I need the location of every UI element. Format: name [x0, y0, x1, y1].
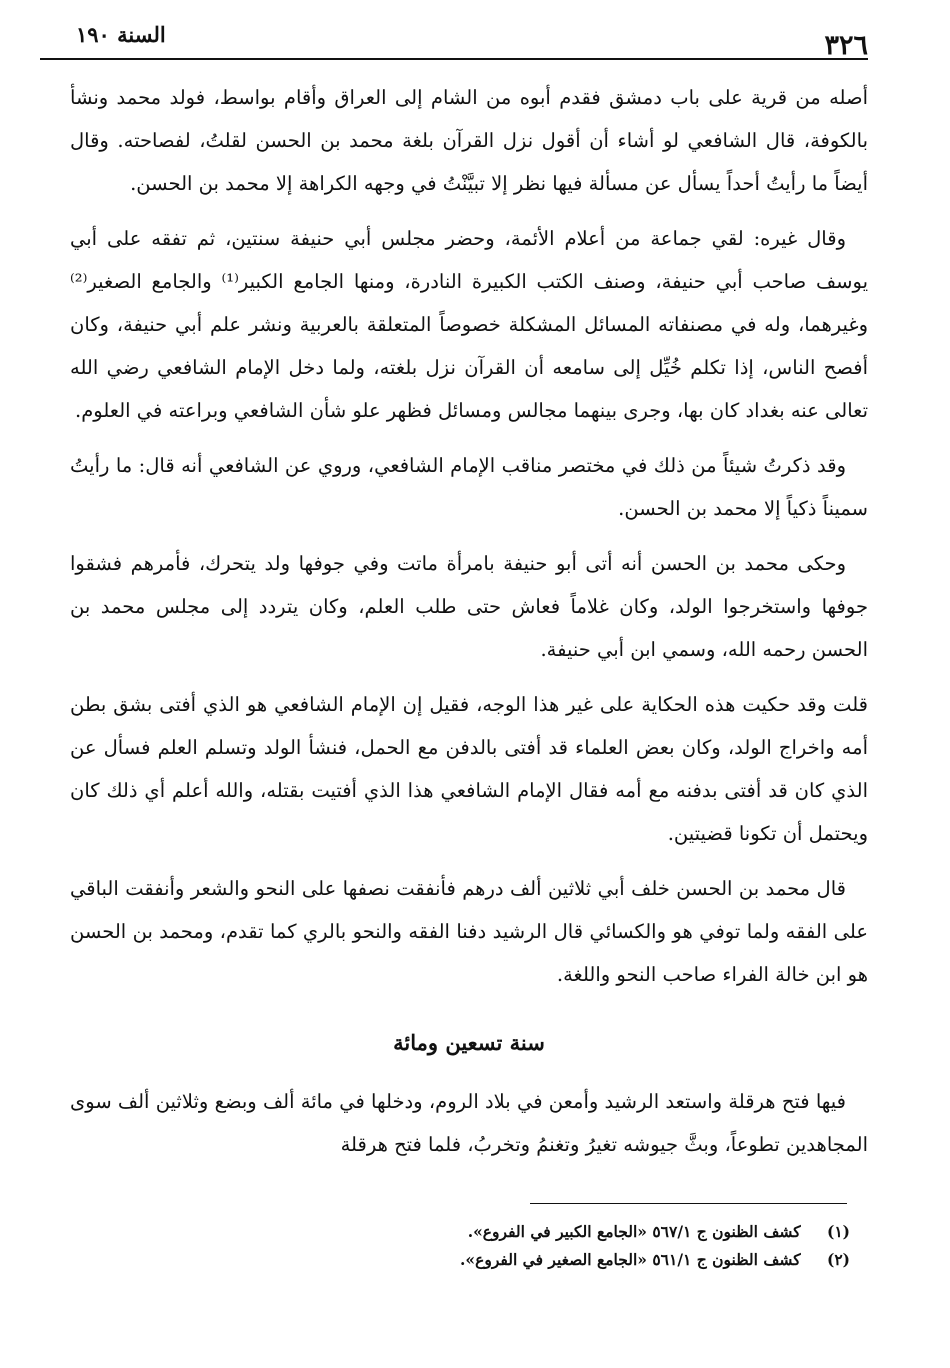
- paragraph: وقال غيره: لقي جماعة من أعلام الأئمة، وحضر مجلس أبي حنيفة سنتين، ثم تفقه على أبي يوسف صاحب أبي حنيفة، وصنف الكتب الكبيرة النادرة، ومنها الجامع الكبير⁽¹⁾ والجامع الصغير⁽²⁾ وغيرهما، وله في مصنفاته المسائل المشكلة خصوصاً المتعلقة بالعربية ونشر علم أبي حنيفة، وكان أفصح الناس، إذا تكلم خُيِّل إلى سامعه أن القرآن نزل بلغته، ولما دخل الإمام الشافعي رضي الله تعالى عنه بغداد كان بها، وجرى بينهما مجالس ومسائل فظهر علو شأن الشافعي وبراعته في العلوم.: [70, 227, 868, 422]
- paragraph: وحكى محمد بن الحسن أنه أتى أبو حنيفة بامرأة ماتت وفي جوفها ولد يتحرك، فأمرهم فشقوا جوفها واستخرجوا الولد، وكان غلاماً فعاش حتى طلب العلم، وكان يتردد إلى مجلس محمد بن الحسن رحمه الله، وسمي ابن أبي حنيفة.: [70, 552, 868, 661]
- paragraph: فيها فتح هرقلة واستعد الرشيد وأمعن في بلاد الروم، ودخلها في مائة ألف وبضع وثلاثين ألف سوى المجاهدين تطوعاً، وبثَّ جيوشه تغيرُ وتغنمُ وتخربُ، فلما فتح هرقلة: [70, 1090, 868, 1156]
- footnote-number: (١): [826, 1222, 850, 1241]
- footnote-text: كشف الظنون ج ٥٦١/١ «الجامع الصغير في الفروع».: [460, 1250, 801, 1269]
- paragraph: أصله من قرية على باب دمشق فقدم أبوه من الشام إلى العراق وأقام بواسط، فولد محمد ونشأ بالكوفة، قال الشافعي لو أشاء أن أقول نزل القرآن بلغة محمد بن الحسن لقلتُ، لفصاحته. وقال أيضاً ما رأيتُ أحداً يسأل عن مسألة فيها نظر إلا تبيَّنْتُ في وجهه الكراهة إلا محمد بن الحسن.: [70, 86, 868, 195]
- paragraph: وقد ذكرتُ شيئاً من ذلك في مختصر مناقب الإمام الشافعي، وروي عن الشافعي أنه قال: ما رأيتُ سميناً ذكياً إلا محمد بن الحسن.: [70, 454, 868, 520]
- page-number: ٣٢٦: [824, 30, 868, 61]
- main-text: [70, 76, 868, 1008]
- paragraph: قلت وقد حكيت هذه الحكاية على غير هذا الوجه، فقيل إن الإمام الشافعي هو الذي أفتى بشق بطن أمه واخراج الولد، وكان بعض العلماء قد أفتى بالدفن مع الحمل، فنشأ الولد وتسلم العلم فسأل عن الذي كان قد أفتى بدفنه مع أمه فقال الإمام الشافعي هذا الذي أفتيت بقتله، والله أعلم أي ذلك كان ويحتمل أن تكونا قضيتين.: [70, 693, 868, 845]
- footnote: [250, 1218, 850, 1246]
- footnote: [250, 1246, 850, 1274]
- page-header: [40, 12, 868, 60]
- section-heading: سنة تسعين ومائة: [393, 1030, 545, 1055]
- footnotes: [250, 1218, 850, 1274]
- footnote-text: كشف الظنون ج ٥٦٧/١ «الجامع الكبير في الفروع».: [467, 1222, 801, 1241]
- footnote-divider: [530, 1203, 847, 1204]
- paragraph: قال محمد بن الحسن خلف أبي ثلاثين ألف درهم فأنفقت نصفها على النحو والشعر وأنفقت الباقي على الفقه ولما توفي هو والكسائي قال الرشيد دفنا الفقه والنحو بالري كما تقدم، ومحمد بن الحسن هو ابن خالة الفراء صاحب النحو واللغة.: [70, 877, 868, 986]
- section-text: [70, 1080, 868, 1178]
- footnote-number: (٢): [826, 1250, 850, 1269]
- running-title: السنة ١٩٠: [76, 22, 166, 47]
